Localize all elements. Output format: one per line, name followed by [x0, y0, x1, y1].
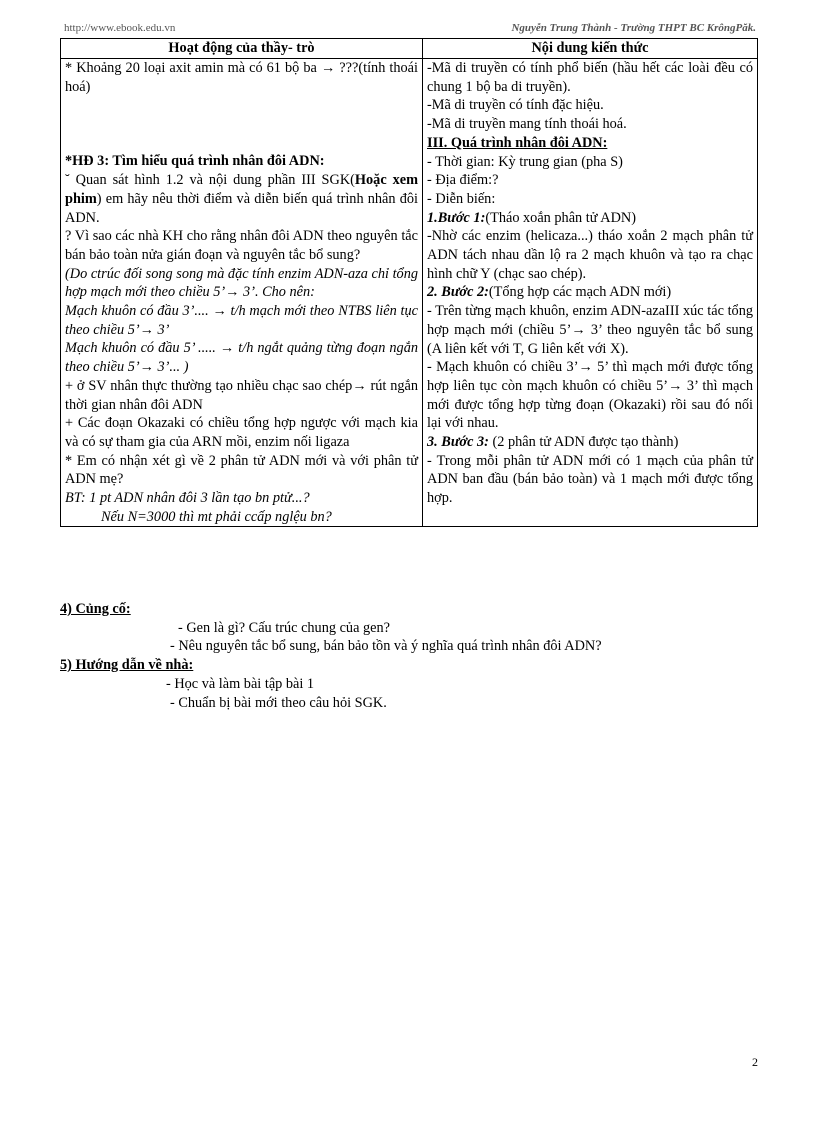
observe-instruction [65, 171, 418, 227]
consolidation-heading: 4) Củng cố: [60, 601, 131, 617]
header-author: Nguyễn Trung Thành - Trường THPT BC KrôngPăk. [511, 22, 756, 34]
exercise-line-1: BT: 1 pt ADN nhân đôi 3 lần tạo bn ptử...? [65, 490, 310, 507]
note-eukaryote: + ở SV nhân thực thường tạo nhiều chạc sao chép→ rút ngắn thời gian nhân đôi ADN [65, 377, 418, 413]
step-1-desc: (Tháo xoắn phân tử ADN) [485, 209, 637, 226]
table-header-row [61, 39, 758, 59]
homework-item-2: - Chuẩn bị bài mới theo câu hỏi SGK. [170, 694, 387, 711]
step-1-label: 1.Bước 1: [427, 209, 486, 226]
after-table-section [60, 600, 758, 712]
step-3-title [427, 433, 753, 452]
process-line: - Diễn biến: [427, 190, 496, 207]
answer-lagging-strand: Mạch khuôn có đầu 5’ ..... → t/h ngắt quảng từng đoạn ngắn theo chiều 5’→ 3’... ) [65, 340, 418, 376]
section-3-heading: III. Quá trình nhân đôi ADN: [427, 134, 608, 151]
content-cell [423, 59, 758, 527]
step-3-label: 3. Bước 3: [427, 434, 489, 451]
question-amino-acids: * Khoảng 20 loại axit amin mà có 61 bộ ba → ???(tính thoái hoá) [65, 60, 418, 95]
column-header-activities: Hoạt động của thầy- trò [61, 39, 423, 59]
consolidation-item-1: - Gen là gì? Cấu trúc chung của gen? [178, 619, 390, 636]
consolidation-item-2: - Nêu nguyên tắc bổ sung, bán bảo tồn và ý nghĩa quá trình nhân đôi ADN? [170, 638, 602, 655]
answer-explanation: (Do ctrúc đối song song mà đặc tính enzim ADN-aza chỉ tổng hợp mạch mới theo chiều 5’→ 3’. Cho nên: [65, 265, 418, 301]
observe-text-end: ) em hãy nêu thời điểm và diễn biến quá trình nhân đôi ADN. [65, 190, 418, 226]
column-header-content: Nội dung kiến thức [423, 39, 758, 59]
page-number: 2 [752, 1055, 758, 1069]
exercise-line-2: Nếu N=3000 thì mt phải ccấp nglệu bn? [101, 508, 332, 525]
header-url: http://www.ebook.edu.vn [64, 22, 176, 34]
homework-heading: 5) Hướng dẫn về nhà: [60, 657, 194, 674]
code-specific: -Mã di truyền có tính đặc hiệu. [427, 97, 604, 114]
code-degenerate: -Mã di truyền mang tính thoái hoá. [427, 116, 627, 133]
activity-3-heading: *HĐ 3: Tìm hiểu quá trình nhân đôi ADN: [65, 153, 325, 170]
code-universal: -Mã di truyền có tính phổ biến (hầu hết các loài đều có chung 1 bộ ba di truyền). [427, 60, 753, 95]
answer-leading-strand: Mạch khuôn có đầu 3’.... → t/h mạch mới theo NTBS liên tục theo chiều 5’→ 3’ [65, 303, 418, 338]
question-semi-conservative: ? Vì sao các nhà KH cho rằng nhân đôi ADN theo nguyên tắc bán bảo toàn nửa gián đoạn và nguyên tắc bổ sung? [65, 228, 418, 263]
note-okazaki: + Các đoạn Okazaki có chiều tổng hợp ngược với mạch kia và có sự tham gia của ARN mồi, enzim nối ligaza [65, 415, 418, 450]
step-2-body-1: - Trên từng mạch khuôn, enzim ADN-azaIII xúc tác tổng hợp mạch mới (chiều 5’→ 3’ theo nguyên tắc bổ sung (A liên kết với T, G liên kết với X). [427, 303, 753, 357]
blank-space [65, 96, 418, 152]
table-row [61, 59, 758, 527]
step-1-title [427, 209, 753, 228]
page-header [60, 22, 756, 39]
lesson-table [60, 38, 758, 527]
watch-film-text: Hoặc xem phim [65, 172, 418, 207]
step-2-desc: (Tổng hợp các mạch ADN mới) [488, 284, 672, 301]
activities-cell [61, 59, 423, 527]
question-compare-dna: * Em có nhận xét gì về 2 phân tử ADN mới và với phân tử ADN mẹ? [65, 452, 418, 488]
step-3-body: - Trong mỗi phân tử ADN mới có 1 mạch của phân tử ADN ban đầu (bán bảo toàn) và 1 mạch mới được tổng hợp. [427, 452, 753, 507]
step-3-desc: (2 phân tử ADN được tạo thành) [488, 434, 679, 451]
observe-text: ˘ Quan sát hình 1.2 và nội dung phần III SGK( [65, 172, 355, 189]
time-line: - Thời gian: Kỳ trung gian (pha S) [427, 153, 623, 170]
location-line: - Địa điểm:? [427, 172, 499, 189]
step-2-title [427, 283, 753, 302]
homework-item-1: - Học và làm bài tập bài 1 [166, 675, 315, 692]
step-2-body-2: - Mạch khuôn có chiều 3’→ 5’ thì mạch mới được tổng hợp liên tục còn mạch khuôn có chiều 5’→ 3’ thì mạch mới được tổng hợp từng đoạn (Okazaki) rồi sau đó nối lại với nhau. [427, 359, 753, 432]
step-1-body: -Nhờ các enzim (helicaza...) tháo xoắn 2 mạch phân tử ADN tách nhau dần lộ ra 2 mạch khuôn và tạo ra chạc hình chữ Y (chạc sao chép). [427, 228, 753, 282]
step-2-label: 2. Bước 2: [427, 284, 489, 301]
